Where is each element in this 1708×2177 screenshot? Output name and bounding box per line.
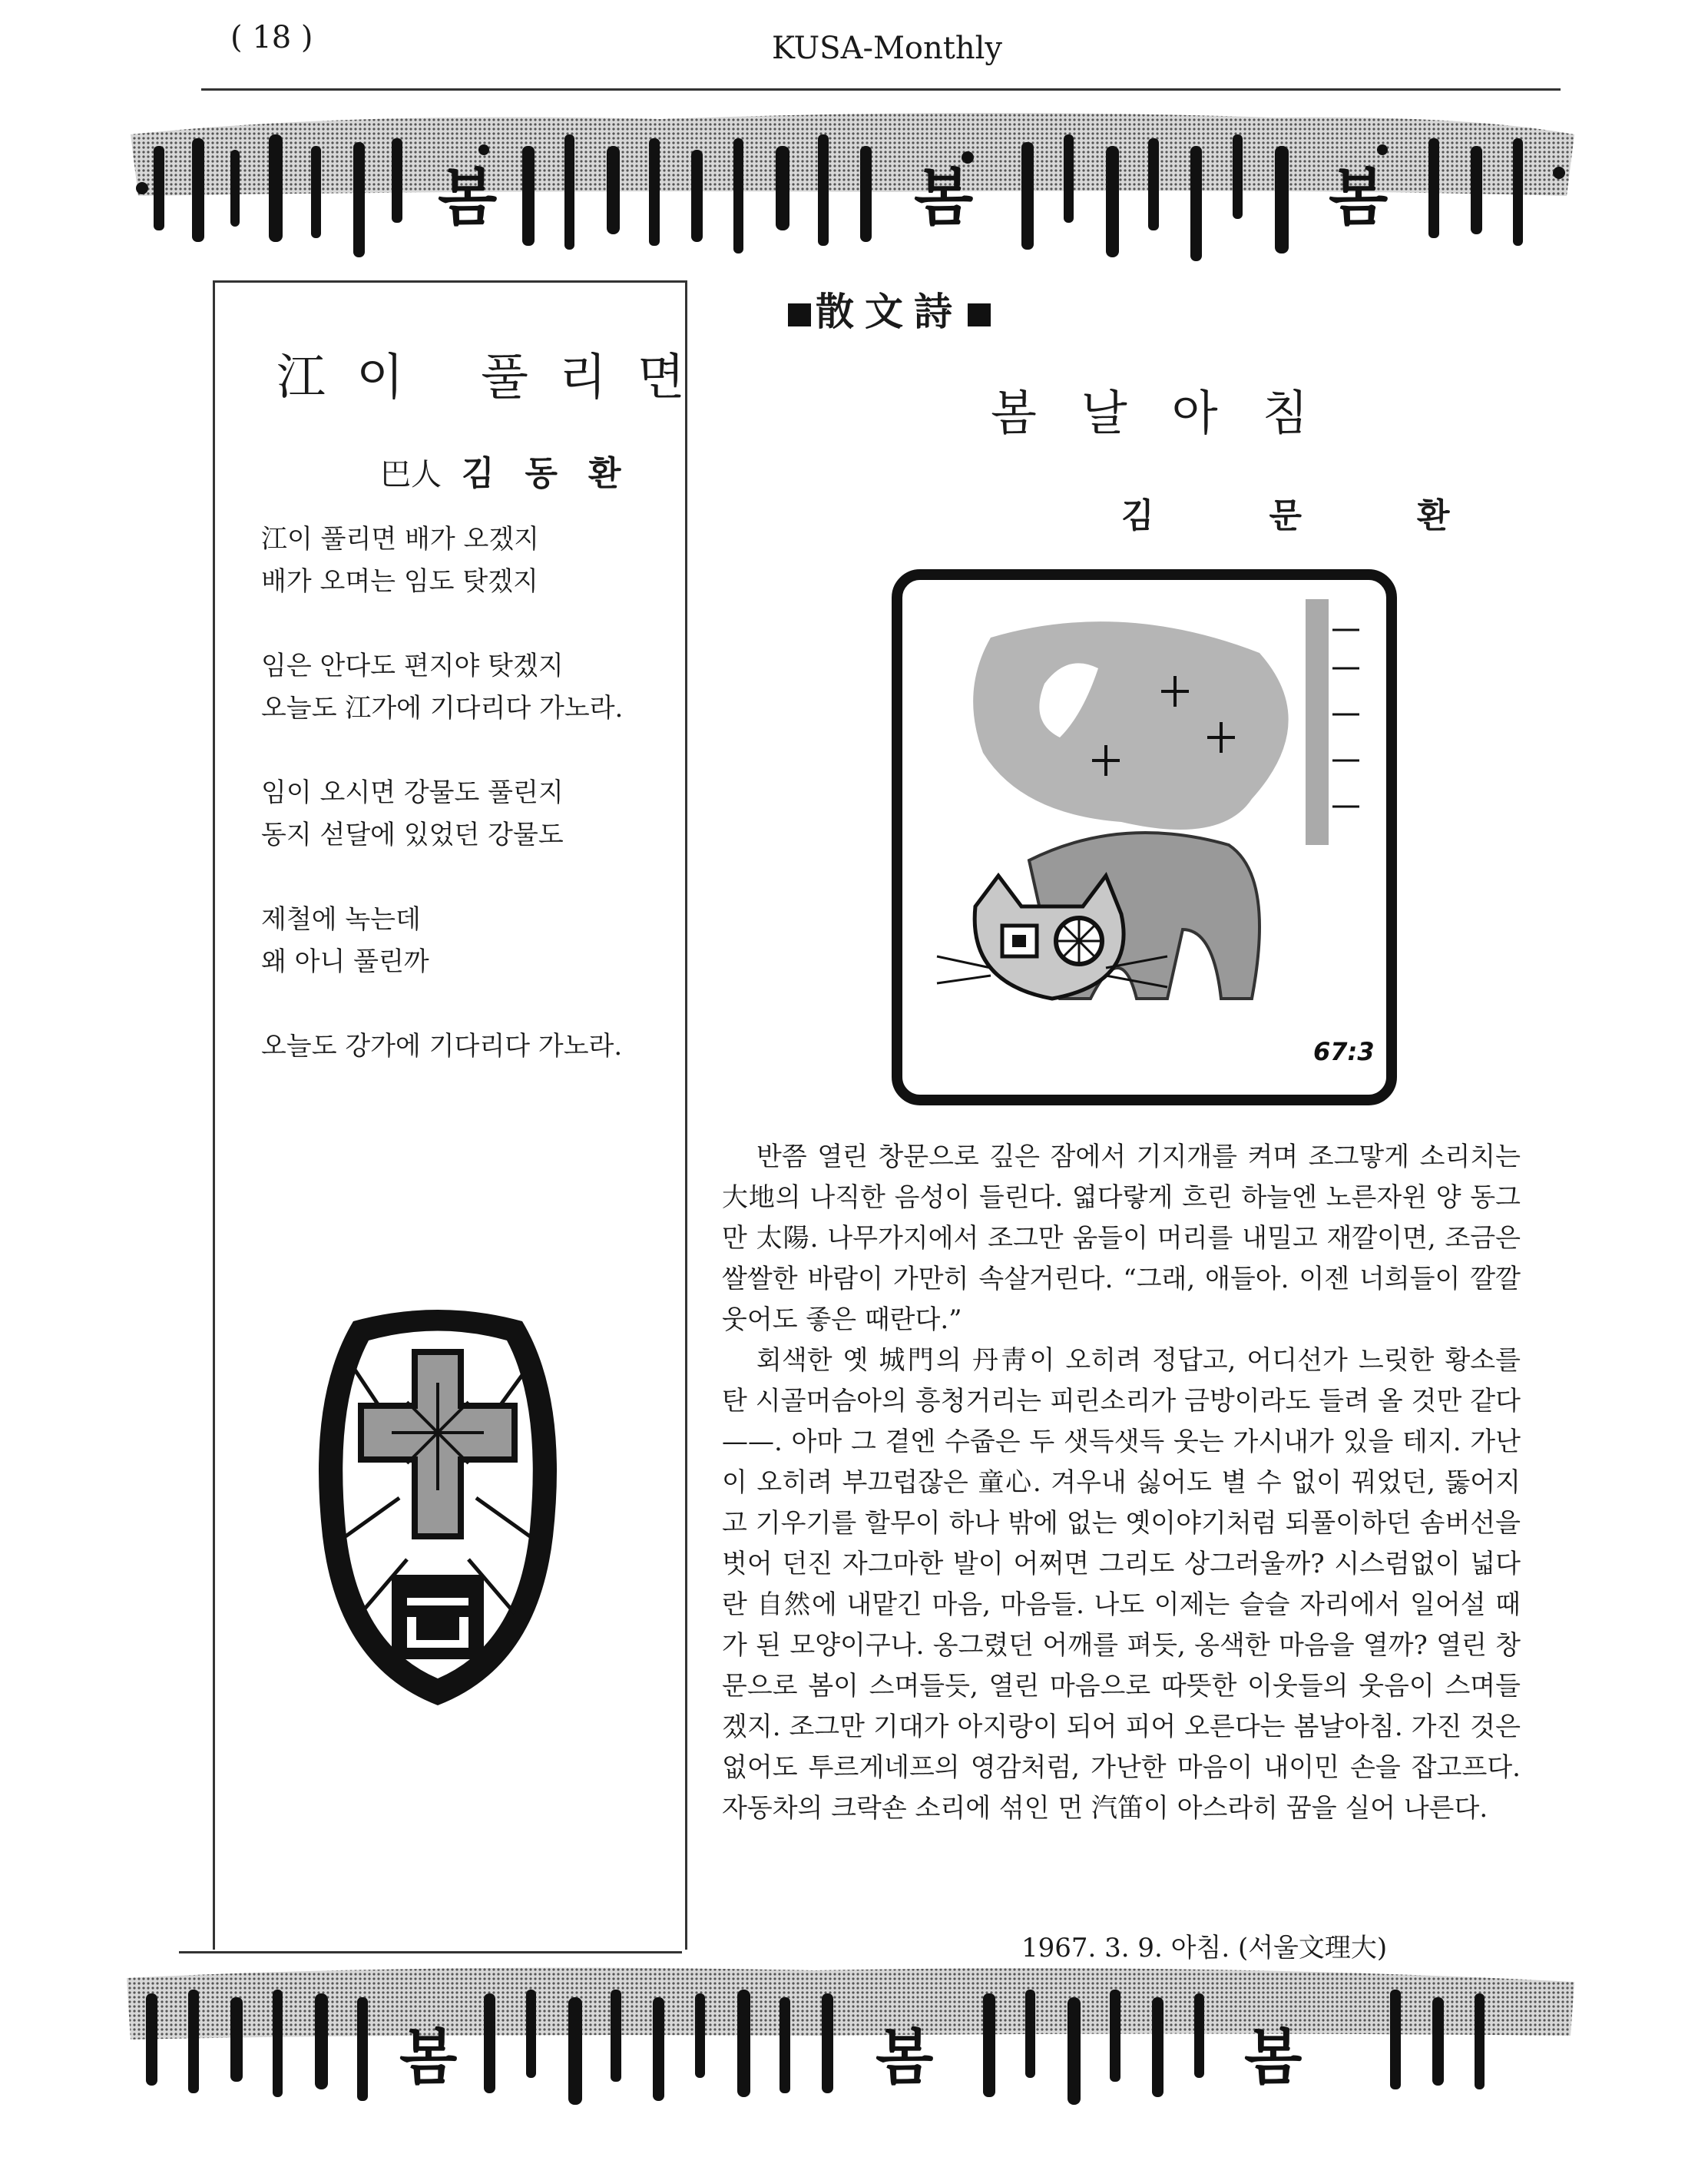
essay-paragraph: 회색한 옛 城門의 丹靑이 오히려 정답고, 어디선가 느릿한 황소를 탄 시골머슴아의 흥청거리는 피린소리가 금방이라도 들려 올 것만 같다——. 아마 그 곁엔 수줍은 두 샛득샛득 웃는 가시내가 있을 테지. 가난이 오히려 부끄럽잖은 童心. 겨우내 싫어도 별 수 없이 꿔었던, 뚫어지고 기우기를 할무이 하나 밖에 없는 옛이야기처럼 되풀이하던 솜버선을 벗어 던진 자그마한 발이 어쩌면 그리도 상그러울까? 시스럼없이 넓다란 自然에 내맡긴 마음, 마음들. 나도 이제는 슬슬 자리에서 일어설 때가 된 모양이구나. 옹그렸던 어깨를 펴듯, 옹색한 마음을 열까? 열린 창문으로 봄이 스며들듯, 열린 마음으로 따뜻한 이웃들의 웃음이 스며들겠지. 조그만 기대가 아지랑이 되어 피어 오른다는 봄날아침. 가진 것은 없어도 투르게네프의 영감처럼, 가난한 마음이 내이민 손을 잡고프다. 자동차의 크락숀 소리에 섞인 먼 汽笛이 아스라히 꿈을 실어 나른다. (722, 1345, 1521, 1824)
band-top-char-1: 봄 (438, 162, 498, 234)
poem-line: 임은 안다도 편지야 탓겠지 (261, 651, 564, 681)
genre-text: 散文詩 (816, 290, 963, 334)
band-bottom-char-2: 봄 (876, 2023, 934, 2093)
poem-line: 임이 오시면 강물도 풀린지 (261, 777, 564, 808)
poem-line: 제철에 녹는데 (261, 904, 421, 935)
poem-line: 江이 풀리면 배가 오겠지 (261, 524, 540, 555)
header-rule (201, 88, 1561, 91)
bottom-decorative-band (123, 1963, 1582, 2109)
band-top-char-3: 봄 (1329, 162, 1389, 234)
poem-line: 오늘도 江가에 기다리다 가노라. (261, 693, 624, 724)
poem-author-name: 김동환 (462, 454, 652, 493)
essay-paragraph: 반쯤 열린 창문으로 깊은 잠에서 기지개를 켜며 조그맣게 소리치는 大地의 나직한 음성이 들린다. 엷다랗게 흐린 하늘엔 노른자윈 양 동그만 太陽. 나무가지에서 조그만 움들이 머리를 내밀고 재깔이면, 조금은 쌀쌀한 바람이 가만히 속살거린다. “그래, 애들아. 이젠 너희들이 깔깔 웃어도 좋은 때란다.” (722, 1142, 1521, 1335)
poem-stanza (261, 772, 660, 857)
poem-line: 오늘도 강가에 기다리다 가노라. (261, 1031, 623, 1062)
poem-stanza (261, 519, 660, 603)
poem-author-prefix: 巴人 (380, 457, 442, 492)
band-top-char-2: 봄 (914, 162, 974, 234)
band-bottom-char-1: 봄 (399, 2023, 458, 2093)
poem-stanza (261, 899, 660, 983)
poem-line: 동지 섣달에 있었던 강물도 (261, 820, 564, 850)
square-bullet-icon (968, 303, 991, 326)
poem-stanza (261, 1026, 660, 1068)
poem-line: 왜 아니 풀린까 (261, 946, 429, 977)
woodcut-illustration (307, 1306, 568, 1713)
running-head: KUSA-Monthly (772, 31, 1002, 66)
essay-body (722, 1137, 1521, 1829)
page-number: ( 18 ) (230, 20, 313, 55)
poem-line: 배가 오며는 임도 탓겠지 (261, 566, 538, 597)
poem-stanza (261, 645, 660, 730)
illustration-mark: 67:3 (1313, 1037, 1375, 1066)
left-bottom-rule (179, 1951, 682, 1953)
square-bullet-icon (788, 303, 811, 326)
poem-author (380, 446, 652, 495)
essay-title: 봄날아침 (991, 385, 1353, 441)
poem-body (261, 519, 660, 1110)
essay-date: 1967. 3. 9. 아침. (서울文理大) (1021, 1933, 1388, 1963)
cat-illustration (891, 568, 1398, 1106)
genre-label (783, 281, 995, 336)
poem-title: 江이 풀리면 (276, 350, 716, 406)
essay-author: 김문환 (1121, 496, 1565, 535)
band-bottom-char-3: 봄 (1244, 2023, 1303, 2093)
top-decorative-band (123, 104, 1582, 261)
